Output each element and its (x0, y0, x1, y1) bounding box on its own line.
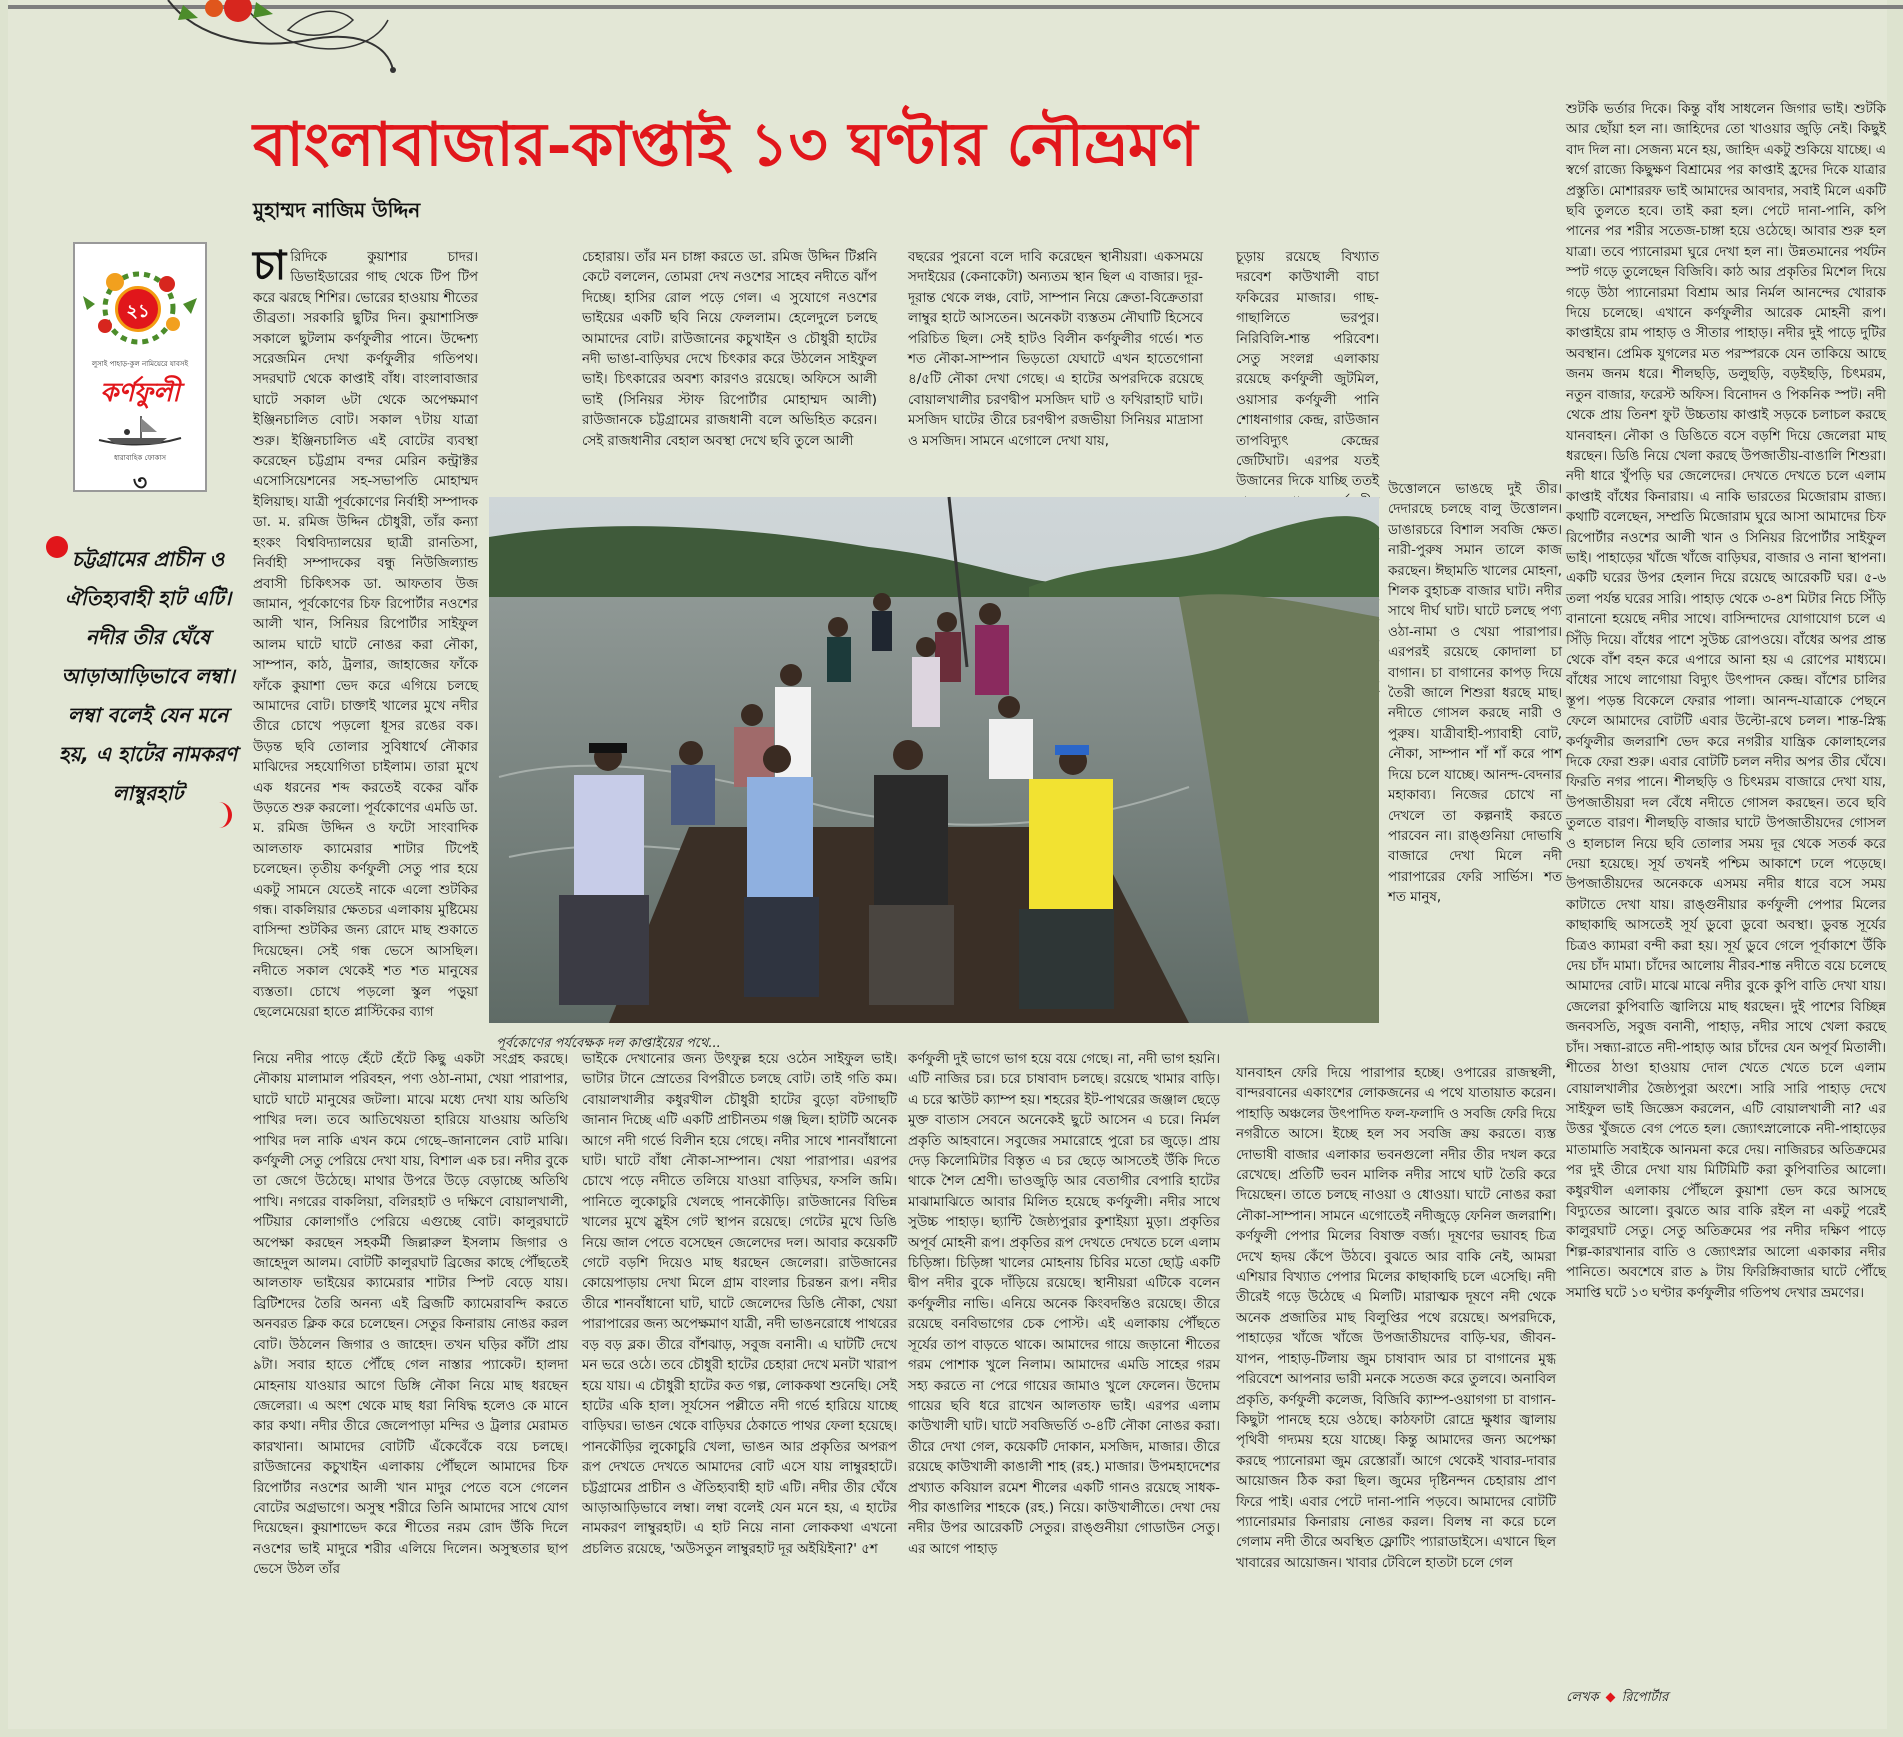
article-column-1-top (253, 243, 478, 1034)
article-column-4-side: উত্তোলনে ভাঙছে দুই তীর। দেদারছে চলছে বালু উত্তোলন। ডাঙারচরে বিশাল সবজি ক্ষেত। নারী-পুরুষ সমান তালে কাজ করছেন। ঈছামতি খালের মোহনা, শিলক বুহাচক্র বাজার ঘাট। নদীর সাথে দীর্ঘ ঘাট। ঘাটে চলছে পণ্য ওঠা-নামা ও খেয়া পারাপার। এরপরই রয়েছে কোদালা চা বাগান। চা বাগানের কাপড় দিয়ে তৈরী জালে শিশুরা ধরছে মাছ। নদীতে গোসল করছে নারী ও পুরুষ। যাত্রীবাহী-প্যাবাহী বোট, নৌকা, সাম্পান শাঁ শাঁ করে পাশ দিয়ে চলে যাচ্ছে। আনন্দ-বেদনার মহাকাব্য। নিজের চোখে না দেখলে তা কল্পনাই করতে পারবেন না। রাঙ্গুনিয়া দোভাষি বাজারে দেখা মিলে নদী পারাপারের ফেরি সার্ভিস। শত শত মানুষ, (1388, 482, 1562, 906)
article-column-1-bottom: নিয়ে নদীর পাড়ে হেঁটে হেঁটে কিছু একটা সংগ্রহ করছে। নৌকায় মালামাল পরিবহন, পণ্য ওঠা-নামা, খেয়া পারাপার, ঘাটে ঘাটে মানুষের জটলা। মাঝে মধ্যে দেখা যায় অতিথি পাখির দল। তবে আতিথেয়তা হারিয়ে যাওয়ায় অতিথি পাখির দল নাকি এখন কমে গেছে–জানালেন বোট মাঝি। কর্ণফুলী সেতু পেরিয়ে দেখা যায়, বিশাল এক চর। নদীর বুকে তা জেগে উঠেছে। মাথার উপরে উড়ে বেড়াচ্ছে অতিথি পাখি। নগরের বাকলিয়া, বলিরহাট ও দক্ষিণে বোয়ালখালী, পটিয়ার কোলাগাঁও পেরিয়ে এগুচ্ছে বোট। কালুরঘাটে অপেক্ষা করছেন সহকর্মী জিল্লারুল ইসলাম জিগার ও জাহেদুল আলম। বোটটি কালুরঘাট ব্রিজের কাছে পৌঁছতেই আলতাফ ভাইয়ের ক্যামেরার শাটার স্পিট বেড়ে যায়। ব্রিটিশদের তৈরি অনন্য এই ব্রিজটি ক্যামেরাবন্দি করতে অনবরত ক্লিক করে চলেছেন। সেতুর কিনারায় নোঙর করল বোট। উঠলেন জিগার ও জাহেদ। তখন ঘড়ির কাঁটা প্রায় ৯টা। সবার হাতে পৌঁছে গেল নাস্তার প্যাকেট। হালদা মোহনায় যাওয়ার আগে ডিঙ্গি নৌকা নিয়ে মাছ ধরছেন জেলেরা। এ অংশ থেকে মাছ ধরা নিষিদ্ধ হলেও কে মানে কার কথা। নদীর তীরে জেলেপাড়া মন্দির ও ট্রলার মেরামত কারখানা। আমাদের বোটটি এঁকেবেঁকে বয়ে চলছে। রাউজানের কচুখাইন এলাকায় পৌঁছলে আমাদের চিফ রিপোর্টার নওশের আলী খান মাদুর পেতে বসে গেলেন বোটের অগ্রভাগে। অসুস্থ শরীরে তিনি আমাদের সাথে যোগ দিয়েছেন। কুয়াশাভেদ করে শীতের নরম রোদ উঁকি দিলে নওশের ভাই মাদুরে শরীর এলিয়ে দিলেন। অসুস্থতার ছাপ ভেসে উঠল তাঁর (253, 1052, 568, 1578)
author-note (1566, 1688, 1668, 1709)
boat-group-photo (489, 497, 1379, 1023)
photo-caption: পূর্বকোণের পর্যবেক্ষক দল কাপ্তাইয়ের পথে... (496, 1036, 721, 1051)
article-column-2-top: চেহারায়। তাঁর মন চাঙ্গা করতে ডা. রমিজ উদ্দিন টিপ্পনি কেটে বললেন, তোমরা দেখ নওশের সাহেব নদীতে ঝাঁপ দিচ্ছে। হাসির রোল পড়ে গেল। এ সুযোগে নওশের ভাইয়ের একটি ছবি নিয়ে ফেললাম। হেলেদুলে চলছে আমাদের বোট। রাউজানের কচুখাইন ও চৌধুরী হাটের নদী ভাঙা-বাড়িঘর দেখে চিৎকার করে উঠলেন সাইফুল ভাই। চিৎকারের অবশ্য কারণও রয়েছে। অফিসে আলী ভাই (সিনিয়র স্টাফ রিপোর্টার মোহাম্মদ আলী) রাউজানকে চট্টগ্রামের রাজধানী বলে অভিহিত করেন। সেই রাজধানীর বেহাল অবস্থা দেখে ছবি তুলে আলী (582, 250, 877, 449)
badge-part-number: ৩ (132, 471, 148, 496)
article-column-3-bottom: কর্ণফুলী দুই ভাগে ভাগ হয়ে বয়ে গেছে। না, নদী ভাগ হয়নি। এটি নাজির চর। চরে চাষাবাদ চলছে। রয়েছে খামার বাড়ি। এ চরে স্কাউট ক্যাম্প হয়। শহরের ইট-পাথরের জঞ্জাল ছেড়ে মুক্ত বাতাস সেবনে অনেকেই ছুটে আসেন এ চরে। নির্মল প্রকৃতি আহবানে। সবুজের সমারোহে পুরো চর জুড়ে। প্রায় দেড় কিলোমিটার বিস্তৃত এ চর ছেড়ে আসতেই উঁকি দিতে থাকে শৈল শ্রেণী। ভাওজুড়ি আর বেতাগীর বেপারি হাটের মাঝামাঝিতে আবার মিলিত হয়েছে কর্ণফুলী। নদীর সাথে সুউচ্চ পাহাড়। ছ্যান্টি জৈষ্ঠ্যপুরার কুশাইয়্যা মুড়া। প্রকৃতির অপূর্ব মোহনী রূপ। প্রকৃতির রূপ দেখতে দেখতে চলে এলাম চিড়িঙ্গা। চিড়িঙ্গা খালের মোহনায় চিবির মতো ছোট্ট একটি দ্বীপ নদীর বুকে দাঁড়িয়ে রয়েছে। স্থানীয়রা এটিকে বলেন কর্ণফুলীর নাভি। এনিয়ে অনেক কিংবদন্তিও রয়েছে। তীরে রয়েছে বনবিভাগের চেক পোস্ট। এই এলাকায় পৌঁছতে সূর্যের তাপ বাড়তে থাকে। আমাদের গায়ে জড়ানো শীতের গরম পোশাক খুলে নিলাম। আমাদের এমডি সাহের গরম সহ্য করতে না পেরে গায়ের জামাও খুলে ফেলেন। উদোম গায়ের ছবি ধরে রাখেন আলতাফ ভাই। এরপর এলাম কাউখালী ঘাট। ঘাটে সবজিভর্তি ৩-৪টি নৌকা নোঙর করা। তীরে দেখা গেল, কয়েকটি দোকান, মসজিদ, মাজার। তীরে রয়েছে কাউখালী কাঙালী শাহ (রহ.) মাজার। উপমহাদেশের প্রখ্যাত কবিয়াল রমেশ শীলের একটি গানও রয়েছে সাধক-পীর কাঙালির শাহকে (রহ.) নিয়ে। কাউখালীতে। দেখা দেয় নদীর উপর আরেকটি সেতুর। রাঙ্গুনীয়া গোডাউন সেতু। এর আগে পাহাড় (908, 1052, 1220, 1557)
floral-ornament-icon (138, 0, 408, 75)
badge-series-tagline: লুসাই পাহাড়-কুল নামিয়েরে যাবসই (91, 360, 189, 368)
author-note-label: লেখক (1566, 1690, 1599, 1705)
article-column-2-bottom: ভাইকে দেখানোর জন্য উৎফুল্ল হয়ে ওঠেন সাইফুল ভাই। ভাটার টানে স্রোতের বিপরীতে চলছে বোট। তাই গতি কম। বোয়ালখালীর কধুরখীল চৌধুরী হাটের বুড়ো বটগাছটি জানান দিচ্ছে এটি একটি প্রাচীনতম গঞ্জ ছিল। হাটটি অনেক আগে নদী গর্ভে বিলীন হয়ে গেছে। নদীর সাথে শানবাঁধানো ঘাট। ঘাটে বাঁধা নৌকা-সাম্পান। খেয়া পারাপার। এরপর চোখে পড়ে নদীতে তলিয়ে যাওয়া বাড়িঘর, ফসলি জমি। পানিতে লুকোচুরি খেলছে পানকৌড়ি। রাউজানের বিভিন্ন খালের মুখে স্লুইস গেট স্থাপন রয়েছে। গেটের মুখে ডিঙি নিয়ে জাল পেতে বসেছেন জেলেদের দল। আবার কয়েকটি গেটে বড়শি দিয়েও মাছ ধরছেন জেলেরা। রাউজানের কোয়েপাড়ায় দেখা মিলে গ্রাম বাংলার চিরন্তন রূপ। নদীর তীরে শানবাঁধানো ঘাট, ঘাটে জেলেদের ডিঙি নৌকা, খেয়া পারাপারের জন্য অপেক্ষমাণ যাত্রী, নদী ভাঙনরোধে পাথরের বড় বড় ব্লক। তীরে বাঁশঝাড়, সবুজ বনানী। এ ঘাটটি দেখে মন ভরে ওঠে। তবে চৌধুরী হাটের চেহারা দেখে মনটা খারাপ হয়ে যায়। এ চৌধুরী হাটের কত গল্প, লোককথা শুনেছি। সেই হাটের একি হাল। সূর্যসেন পল্লীতে নদী গর্ভে হারিয়ে যাচ্ছে বাড়িঘর। ভাঙন থেকে বাড়িঘর ঠেকাতে পাথর ফেলা হয়েছে। পানকৌড়ির লুকোচুরি খেলা, ভাঙন আর প্রকৃতির অপরূপ রূপ দেখতে দেখতে আমাদের বোট এসে যায় লাম্বুরহাটে। চট্টগ্রামের প্রাচীন ও ঐতিহ্যবাহী হাট এটি। নদীর তীর ঘেঁষে আড়াআড়িভাবে লম্বা। লম্বা বলেই যেন মনে হয়, এ হাটের নামকরণ লাম্বুরহাট। এ হাট নিয়ে নানা লোককথা এখনো প্রচলিত রয়েছে, 'অউসতুন লাম্বুরহাট দূর অইয়িইনা?' ৫শ (582, 1052, 897, 1557)
author-note-role: রিপোর্টার (1621, 1690, 1669, 1705)
pull-quote-text: চট্টগ্রামের প্রাচীন ও ঐতিহ্যবাহী হাট এটি। নদীর তীর ঘেঁষে আড়াআড়িভাবে লম্বা। লম্বা বলেই যেন মনে হয়, এ হাটের নামকরণ লাম্বুরহাট (58, 547, 238, 805)
article-byline: মুহাম্মদ নাজিম উদ্দিন (253, 198, 421, 222)
drop-cap: চা (253, 243, 287, 289)
boat-sketch-icon (97, 412, 183, 448)
badge-subtitle: ধারাবাহিক ফোকাস (113, 454, 167, 462)
badge-number: ২১ (115, 286, 161, 332)
article-column-4-top: চূড়ায় রয়েছে বিখ্যাত দরবেশ কাউখালী বাচা ফকিরের মাজার। গাছ-গাছালিতে ভরপুর। নিরিবিলি-শান্ত পরিবেশ। সেতু সংলগ্ন এলাকায় রয়েছে কর্ণফুলী জুটমিল, ওয়াসার কর্ণফুলী পানি শোধনাগার কেন্দ্র, রাউজান তাপবিদ্যুৎ কেন্দ্রের জেটিঘাট। এরপর যতই উজানের দিকে যাচ্ছি ততই (1236, 250, 1379, 490)
diamond-bullet-icon (1605, 1693, 1615, 1703)
article-headline: বাংলাবাজার-কাপ্তাই ১৩ ঘণ্টার নৌভ্রমণ (253, 110, 1198, 180)
newspaper-page (8, 0, 1887, 1729)
quote-open-dot-icon (46, 536, 68, 558)
article-column-5: শুটকি ভর্তার দিকে। কিন্তু বাঁধ সাধলেন জিগার ভাই। শুটকি আর ছোঁয়া হল না। জাহিদের তো খাওয়ার জুড়ি নেই। কিছুই বাদ দিল না। সেজন্য মনে হয়, জাহিদ একটু শুকিয়ে যাচ্ছে। এ স্বর্গে রাজ্যে কিছুক্ষণ বিশ্রামের পর কাপ্তাই হ্রদের দিকে যাত্রার প্রস্তুতি। মোশাররফ ভাই আমাদের আবদার, সবাই মিলে একটি ছবি তুলতে হবে। তাই করা হল। পেটে দানা-পানি, কপি পানের পর শরীর সতেজ-চাঙ্গা হয়ে ওঠেছে। আবার শুরু হল যাত্রা। তবে প্যানোরমা ঘুরে দেখা হল না। উন্নতমানের পর্যটন স্পট গড়ে তুলেছেন বিজিবি। কাঠ আর প্রকৃতির মিশেল দিয়ে গড়ে উঠা প্যানোরমা বিশ্রাম আর নির্মল আনন্দের খোরাক দিয়ে চলেছে। এখানে কর্ণফুলীর আরেক মোহনী রূপ। কাপ্তাইয়ে রাম পাহাড় ও সীতার পাহাড়। নদীর দুই পাড়ে দুটির অবস্থান। প্রেমিক যুগলের মত পরস্পরকে যেন তাকিয়ে আছে জনম জনম ধরে। শীলছড়ি, ডলুছড়ি, বড়ইছড়ি, চিৎমরম, নতুন বাজার, ফরেস্ট অফিস। বিনোদন ও পিকনিক স্পট। নদী থেকে প্রায় তিনশ ফুট উচ্চতায় কাপ্তাই সড়কে চলাচল করছে যানবাহন। নৌকা ও ডিঙিতে বসে বড়শি দিয়ে জেলেরা মাছ ধরছেন। ডিঙি নিয়ে খেলা করছে উপজাতীয়-বাঙালি শিশুরা। নদী ধারে খুঁপড়ি ঘর জেলেদের। দেখতে দেখতে চলে এলাম কাপ্তাই বাঁধের কিনারায়। এ নাকি ভারতের মিজোরাম রাজ্য। কথাটি বলেছেন, সম্প্রতি মিজোরাম ঘুরে আসা আমাদের চিফ রিপোর্টার নওশের আলী খান ও সিনিয়র রিপোর্টার সাইফুল ভাই। পাহাড়ের খাঁজে খাঁজে বাড়িঘর, বাজার ও নানা স্থাপনা। একটি ঘরের উপর হেলান দিয়ে রয়েছে আরেকটি ঘর। ৫-৬ তলা পর্যন্ত ঘরের সারি। পাহাড় থেকে ৩-৪শ মিটার নিচে সিঁড়ি বানানো হয়েছে নদীর সাথে। বাসিন্দাদের যোগাযোগ চলে এ সিঁড়ি দিয়ে। বাঁধের পাশে সুউচ্চ রোপওয়ে। বাঁধের অপর প্রান্ত থেকে বাঁশ বহন করে এপারে আনা হয় এ রোপের মাধ্যমে। বাঁধের সাথে লাগোয়া বিদ্যুৎ উৎপাদন কেন্দ্র। বাঁশের চালির স্তূপ। পড়ন্ত বিকেলে ফেরার পালা। আনন্দ-যাত্রাকে পেছনে ফেলে আমাদের বোটটি এবার উল্টো-রথে চলল। শান্ত-স্নিগ্ধ কর্ণফুলীর জলরাশি ভেদ করে নগরীর যান্ত্রিক কোলাহলের দিকে ফেরা শুরু। এবার বোটটি চলল নদীর অপর তীর ঘেঁষে। ফিরতি নগর পানে। শীলছড়ি ও চিৎমরম বাজারে দেখা যায়, উপজাতীয়রা দল বেঁধে নদীতে গোসল করছেন। তবে ছবি তুলতে বারণ। শীলছড়ি বাজার ঘাটে উপজাতীয়দের গোসল ও হালচাল নিয়ে ছবি তোলার সময় দূর থেকে সতর্ক করে দেয়া হয়েছে। সূর্য তখনই পশ্চিম আকাশে ঢলে পড়েছে। উপজাতীয়দের অনেককে এসময় নদীর ধারে বসে সময় কাটাতে দেখা যায়। রাঙ্গুনীয়ার কর্ণফুলী পেপার মিলের কাছাকাছি আসতেই সূর্য ডুবো ডুবো অবস্থা। ডুবন্ত সূর্যের চিত্রও ক্যামরা বন্দী করা হয়। সূর্য ডুবে গেলে পূর্বাকাশে উঁকি দেয় চাঁদ মামা। চাঁদের আলোয় নীরব-শান্ত নদীতে বয়ে চলেছে আমাদের বোট। মাঝে মাঝে নদীর বুকে কুপি বাতি দেখা যায়। জেলেরা কুপিবাতি জ্বালিয়ে মাছ ধরছেন। দুই পাশের বিচ্ছিন্ন জনবসতি, সবুজ বনানী, পাহাড়, নদীর সাথে খেলা করছে চাঁদ। সন্ধ্যা-রাতে নদী-পাহাড় আর চাঁদের যেন অপূর্ব মিতালী। শীতের ঠাণ্ডা হাওয়ায় দোল খেতে খেতে চলে এলাম বোয়ালখালীর জৈষ্ঠ্যপুরা অংশে। সারি সারি পাহাড় দেখে সাইফুল ভাই জিজ্ঞেস করলেন, এটি বোয়ালখালী না? এর উত্তর খুঁজতে বেগ পেতে হল। জ্যোৎস্নালোকে নদী-পাহাড়ের মাতামাতি সবাইকে আনমনা করে দেয়। নাজিরচর অতিক্রমের পর দুই তীরে দেখা যায় মিটিমিটি করা কুপিবাতির আলো। কধুরখীল এলাকায় পৌঁছলে কুয়াশা ভেদ করে আসছে বিদ্যুতের আলো। বুঝতে আর বাকি রইল না একটু পরেই কালুরঘাট সেতু। সেতু অতিক্রমের পর নদীর দক্ষিণ পাড়ে শিল্প-কারখানার বাতি ও জ্যোৎস্নার আলো একাকার নদীর পানিতে। অবশেষে রাত ৯ টায় ফিরিঙ্গিবাজার ঘাটে পৌঁছে সমাপ্তি ঘটে ১৩ ঘণ্টার কর্ণফুলীর গতিপথ দেখার ভ্রমণের। (1566, 102, 1886, 1301)
article-column-4-bottom: যানবাহন ফেরি দিয়ে পারাপার হচ্ছে। ওপারের রাজস্থলী, বান্দরবানের একাংশের লোকজনের এ পথে যাতায়াত করেন। পাহাড়ি অঞ্চলের উৎপাদিত ফল-ফলাদি ও সবজি ফেরি দিয়ে নগরীতে আসে। ইচ্ছে হল সব সবজি ক্রয় করতে। ব্যস্ত দোভাষী বাজার এলাকার ভবনগুলো নদীর তীর দখল করে রেখেছে। প্রতিটি ভবন মালিক নদীর সাথে ঘাট তৈরি করে দিয়েছেন। তাতে চলছে নাওয়া ও ধোওয়া। ঘাটে নোঙর করা নৌকা-সাম্পান। সামনে এগোতেই নদীজুড়ে ফেনিল জলরাশি। কর্ণফুলী পেপার মিলের বিষাক্ত বর্জ্য। দূষণের ভয়াবহ চিত্র দেখে হৃদয় কেঁপে উঠবে। বুঝতে আর বাকি নেই, আমরা এশিয়ার বিখ্যাত পেপার মিলের কাছাকাছি চলে এসেছি। নদী তীরেই গড়ে উঠেছে এ মিলটি। মারাত্মক দূষণে নদী থেকে অনেক প্রজাতির মাছ বিলুপ্তির পথে রয়েছে। অপরদিকে, পাহাড়ের খাঁজে খাঁজে উপজাতীয়দের বাড়ি-ঘর, জীবন-যাপন, পাহাড়-টিলায় জুম চাষাবাদ আর চা বাগানের মুগ্ধ পরিবেশে আপনার ভারী মনকে সতেজ করে তুলবে। অনাবিল প্রকৃতি, কর্ণফুলী কলেজ, বিজিবি ক্যাম্প-ওয়াগগা চা বাগান-কিছুটা পানছে হয়ে ওঠছে। কাঠফাটা রোদ্রে ক্ষুধার জ্বালায় পৃথিবী গদ্যময় হয়ে যাচ্ছে। কিন্তু আমাদের জন্য অপেক্ষা করছে প্যানোরমা জুম রেস্তোরাঁ। আগে থেকেই খাবার-দাবার আয়োজন ঠিক করা ছিল। জুমের দৃষ্টিনন্দন চেহারায় প্রাণ ফিরে পাই। এবার পেটে দানা-পানি পড়বে। আমাদের বোটটি প্যানোরমার কিনারায় নোঙর করল। বিলম্ব না করে চলে গেলাম নদী তীরে অবস্থিত ফ্লোটিং প্যারাডাইসে। এখানে ছিল খাবারের আয়োজন। খাবার টেবিলে হাতটা চলে গেল (1236, 1066, 1556, 1571)
article-column-3-top: বছরের পুরনো বলে দাবি করেছেন স্থানীয়রা। একসময়ে সদাইয়ের (কেনাকেটা) অন্যতম স্থান ছিল এ বাজার। দূর-দূরান্ত থেকে লঞ্চ, বোট, সাম্পান নিয়ে ক্রেতা-বিক্রেতারা লাম্বুর হাটে আসতেন। অনেকটা ব্যস্ততম নৌঘাটি হিসেবে পরিচিত ছিল। সেই হাটও বিলীন কর্ণফুলীর গর্ভে। শত শত নৌকা-সাম্পান ভিড়তো যেঘাটে এখন হাতেগোনা ৪/৫টি নৌকা দেখা গেছে। এ হাটের অপরদিকে রয়েছে বোয়ালখালীর চরণদ্বীপ মসজিদ ঘাট ও ফখিরাহাট ঘাট। মসজিদ ঘাটের তীরে চরণদ্বীপ রজভীয়া সিনিয়র মাদ্রাসা ও মসজিদ। সামনে এগোলে দেখা যায়, (908, 250, 1203, 449)
pull-quote (58, 540, 238, 813)
quote-close-arc-icon (210, 802, 232, 828)
badge-title: কর্ণফুলী (100, 378, 180, 408)
series-badge (73, 242, 207, 496)
column-text: রিদিকে কুয়াশার চাদর। ডিভাইডারের গাছ থেকে টিপ টিপ করে ঝরছে শিশির। ভোরের হাওয়ায় শীতের তীব্রতা। সরকারি ছুটির দিন। কুয়াশাসিক্ত সকালে ছুটলাম কর্ণফুলীর পানে। উদ্দেশ্য সরেজমিন দেখা কর্ণফুলীর গতিপথ। সদরঘাট থেকে কাপ্তাই বাঁধ। বাংলাবাজার ঘাটে সকাল ৬টা থেকে অপেক্ষমাণ ইঞ্জিনচালিত বোট। সকাল ৭টায় যাত্রা শুরু। ইঞ্জিনচালিত এই বোটের ব্যবস্থা করেছেন চট্টগ্রাম বন্দর মেরিন কন্ট্রাক্টর এসোসিয়েশনের সহ-সভাপতি মোহাম্মদ ইলিয়াছ। যাত্রী পূর্বকোণের নির্বাহী সম্পাদক ডা. ম. রমিজ উদ্দিন চৌধুরী, তাঁর কন্যা হংকং বিশ্ববিদ্যালয়ের ছাত্রী রানতিসা, নির্বাহী সম্পাদকের বন্ধু নিউজিল্যান্ড প্রবাসী চিকিৎসক ডা. আফতাব উজ জামান, পূর্বকোণের চিফ রিপোর্টার নওশের আলী খান, সিনিয়র রিপোর্টার সাইফুল আলম ঘাটে ঘাটে নোঙর করা নৌকা, সাম্পান, কাঠ, ট্রলার, জাহাজের ফাঁকে ফাঁকে কুয়াশা ভেদ করে এগিয়ে চলছে আমাদের বোট। চাক্তাই খালের মুখে নদীর তীরে চোখে পড়লো ধূসর রঙের বক। উড়ন্ত ছবি তোলার সুবিধার্থে নৌকার মাঝিদের সহযোগিতা চাইলাম। তারা মুখে এক ধরনের শব্দ করতেই বকের ঝাঁক উড়তে শুরু করলো। পূর্বকোণের এমডি ডা. ম. রমিজ উদ্দিন ও ফটো সাংবাদিক আলতাফ ক্যামেরার শাটার টিপেই চলেছেন। তৃতীয় কর্ণফুলী সেতু পার হয়ে একটু সামনে যেতেই নাকে এলো শুটকির গন্ধ। বাকলিয়ার ক্ষেতচর এলাকায় মুষ্টিমেয় বাসিন্দা শুটকির জন্য রোদে মাছ শুকাতে দিয়েছেন। সেই গন্ধ ভেসে আসছিল। নদীতে সকাল থেকেই শত শত মানুষের ব্যস্ততা। চোখে পড়লো স্কুল পড়ুয়া ছেলেমেয়েরা হাতে প্লাস্টিকের ব্যাগ (253, 250, 478, 1021)
